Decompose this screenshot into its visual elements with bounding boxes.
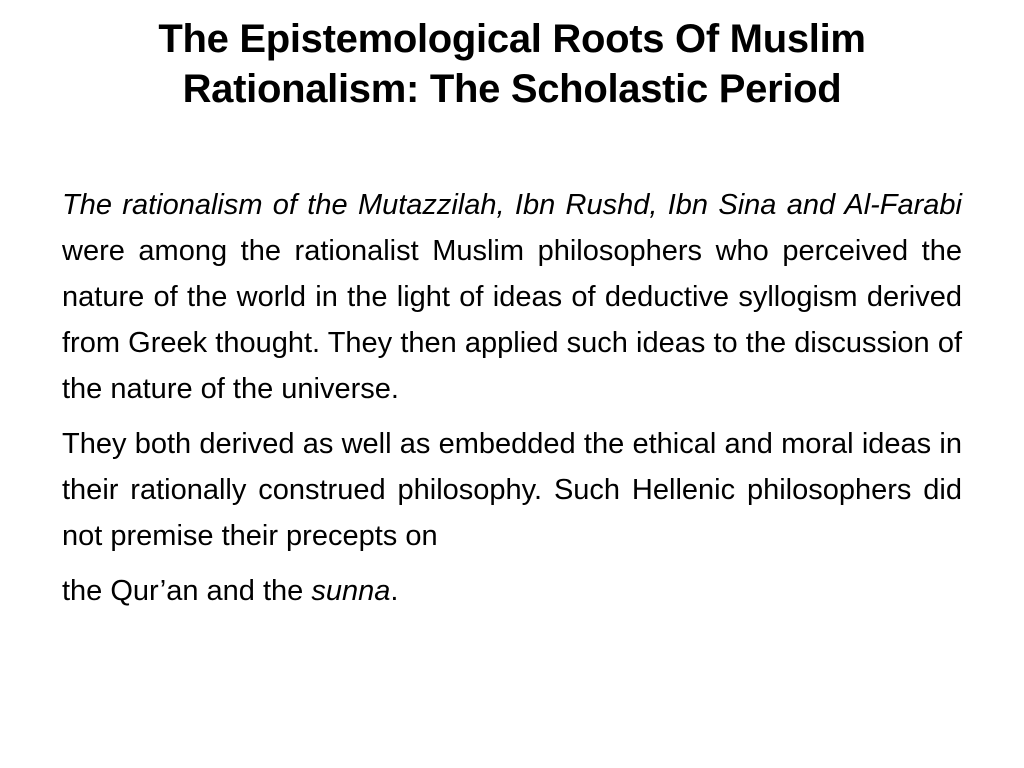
- paragraph-1: [62, 182, 962, 412]
- paragraph-3-lead: the Qur’an and the: [62, 575, 312, 607]
- slide-body: [62, 182, 962, 614]
- paragraph-3: [62, 568, 962, 614]
- title-line-1: The Epistemological Roots Of Muslim: [158, 17, 866, 61]
- paragraph-3-italic-word: sunna: [311, 575, 391, 607]
- paragraph-2-text: They both derived as well as embedded the ethical and moral ideas in their rationally construed philosophy. Such Hellenic philosophers did not premise their precepts on: [62, 428, 962, 552]
- paragraph-3-end: .: [390, 575, 399, 607]
- paragraph-1-italic-lead: The rationalism of the Mutazzilah, Ibn Rushd, Ibn Sina and Al-Farabi: [62, 189, 962, 221]
- slide-title: [40, 14, 984, 114]
- paragraph-1-text: were among the rationalist Muslim philosophers who perceived the nature of the world in the light of ideas of deductive syllogism derived from Greek thought. They then applied such ideas to the discussion of the nature of the universe.: [62, 235, 962, 405]
- title-line-2: Rationalism: The Scholastic Period: [182, 67, 842, 111]
- paragraph-2: [62, 421, 962, 559]
